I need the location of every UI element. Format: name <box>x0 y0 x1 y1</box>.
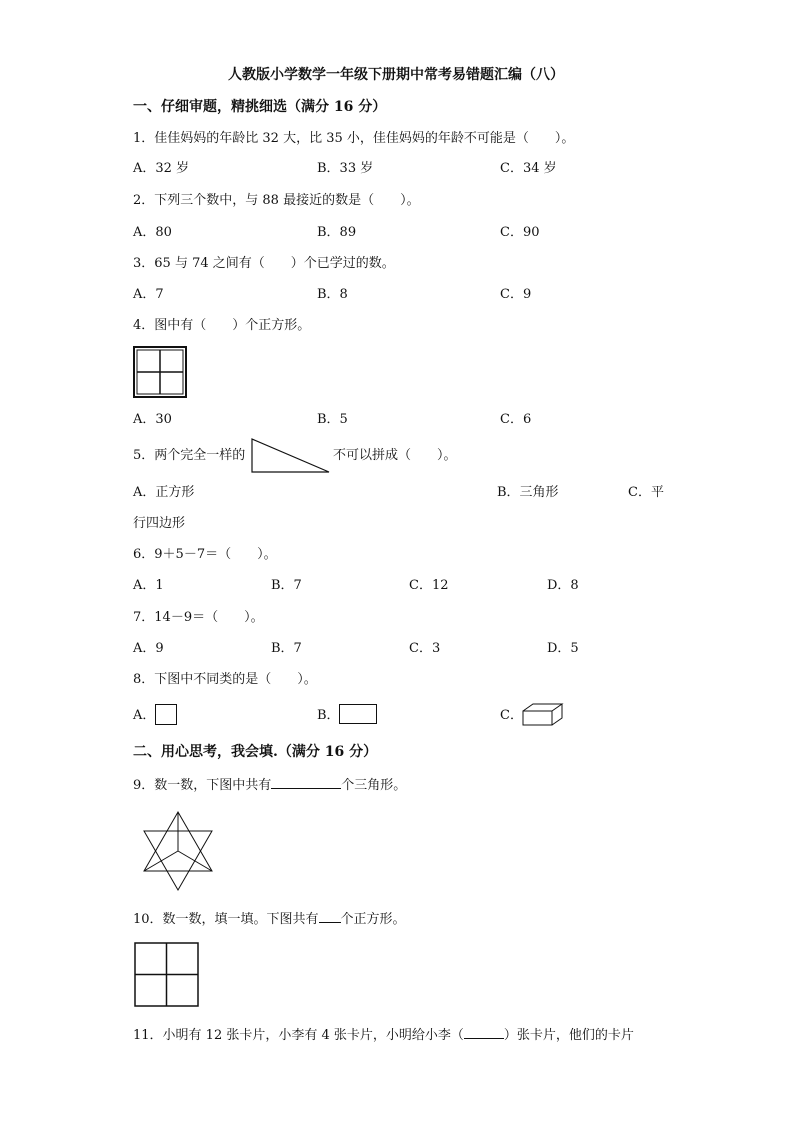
question-1-option-b[interactable]: B．33 岁 <box>317 161 374 176</box>
question-9-stem-start: 9．数一数，下图中共有 <box>133 778 272 793</box>
question-8-stem: 8．下图中不同类的是（ ）。 <box>133 672 317 687</box>
question-11-stem <box>133 1026 634 1044</box>
answer-blank-11[interactable] <box>464 1026 504 1039</box>
square-figure <box>155 704 178 726</box>
question-4-stem: 4．图中有（ ）个正方形。 <box>133 318 311 333</box>
rectangle-figure <box>339 704 378 725</box>
answer-blank-9[interactable] <box>271 776 341 789</box>
question-8-option-b[interactable]: B． <box>317 708 340 723</box>
question-1-option-c[interactable]: C．34 岁 <box>500 161 557 176</box>
question-10-stem-start: 10．数一数，填一填。下图共有 <box>133 912 319 927</box>
question-3-option-a[interactable]: A．7 <box>133 287 164 302</box>
question-5-option-b[interactable]: B．三角形 <box>497 485 559 500</box>
page-title: 人教版小学数学一年级下册期中常考易错题汇编（八） <box>228 67 564 83</box>
question-6-option-c[interactable]: C．12 <box>409 578 449 593</box>
question-3-stem: 3．65 与 74 之间有（ ）个已学过的数。 <box>133 256 395 271</box>
question-10-stem-end: 个正方形。 <box>340 912 406 927</box>
section-2-heading: 二、用心思考，我会填.（满分 16 分） <box>133 744 378 760</box>
question-7-option-d[interactable]: D．5 <box>547 641 579 656</box>
question-10-stem <box>133 910 406 928</box>
question-4-option-b[interactable]: B．5 <box>317 412 348 427</box>
cuboid-figure <box>522 703 564 727</box>
question-9-stem-end: 个三角形。 <box>341 778 407 793</box>
question-2-option-a[interactable]: A．80 <box>133 225 172 240</box>
question-10-grid-figure <box>134 942 200 1008</box>
question-9-stem <box>133 776 406 794</box>
right-triangle-figure <box>251 438 331 474</box>
question-2-option-b[interactable]: B．89 <box>317 225 357 240</box>
question-7-option-c[interactable]: C．3 <box>409 641 441 656</box>
question-6-option-b[interactable]: B．7 <box>271 578 302 593</box>
section-1-heading: 一、仔细审题，精挑细选（满分 16 分） <box>133 99 387 115</box>
question-1-stem: 1．佳佳妈妈的年龄比 32 大，比 35 小，佳佳妈妈的年龄不可能是（ ）。 <box>133 131 575 146</box>
question-5-option-c-continued[interactable]: 行四边形 <box>133 516 186 531</box>
question-7-stem: 7．14－9＝（ ）。 <box>133 610 264 625</box>
question-1-option-a[interactable]: A．32 岁 <box>133 161 190 176</box>
question-11-stem-end: ）张卡片，他们的卡片 <box>503 1028 634 1043</box>
question-11-stem-start: 11．小明有 12 张卡片，小李有 4 张卡片，小明给小李（ <box>133 1028 464 1043</box>
question-8-option-c[interactable]: C． <box>500 708 523 723</box>
question-5-option-a[interactable]: A．正方形 <box>133 485 195 500</box>
question-5-option-c[interactable]: C．平 <box>628 485 664 500</box>
question-5-stem-end: 不可以拼成（ ）。 <box>333 448 457 463</box>
question-3-option-c[interactable]: C．9 <box>500 287 532 302</box>
question-7-option-b[interactable]: B．7 <box>271 641 302 656</box>
question-4-grid-figure <box>133 346 187 398</box>
question-5-stem-start: 5．两个完全一样的 <box>133 448 246 463</box>
question-6-option-d[interactable]: D．8 <box>547 578 579 593</box>
question-2-stem: 2．下列三个数中，与 88 最接近的数是（ ）。 <box>133 193 420 208</box>
question-6-option-a[interactable]: A．1 <box>133 578 164 593</box>
question-2-option-c[interactable]: C．90 <box>500 225 540 240</box>
answer-blank-10[interactable] <box>319 910 341 923</box>
question-7-option-a[interactable]: A．9 <box>133 641 164 656</box>
question-3-option-b[interactable]: B．8 <box>317 287 348 302</box>
question-8-option-a[interactable]: A． <box>133 708 156 723</box>
question-4-option-c[interactable]: C．6 <box>500 412 532 427</box>
question-6-stem: 6．9＋5－7＝（ ）。 <box>133 547 277 562</box>
star-of-triangles-figure <box>140 810 216 892</box>
question-4-option-a[interactable]: A．30 <box>133 412 172 427</box>
